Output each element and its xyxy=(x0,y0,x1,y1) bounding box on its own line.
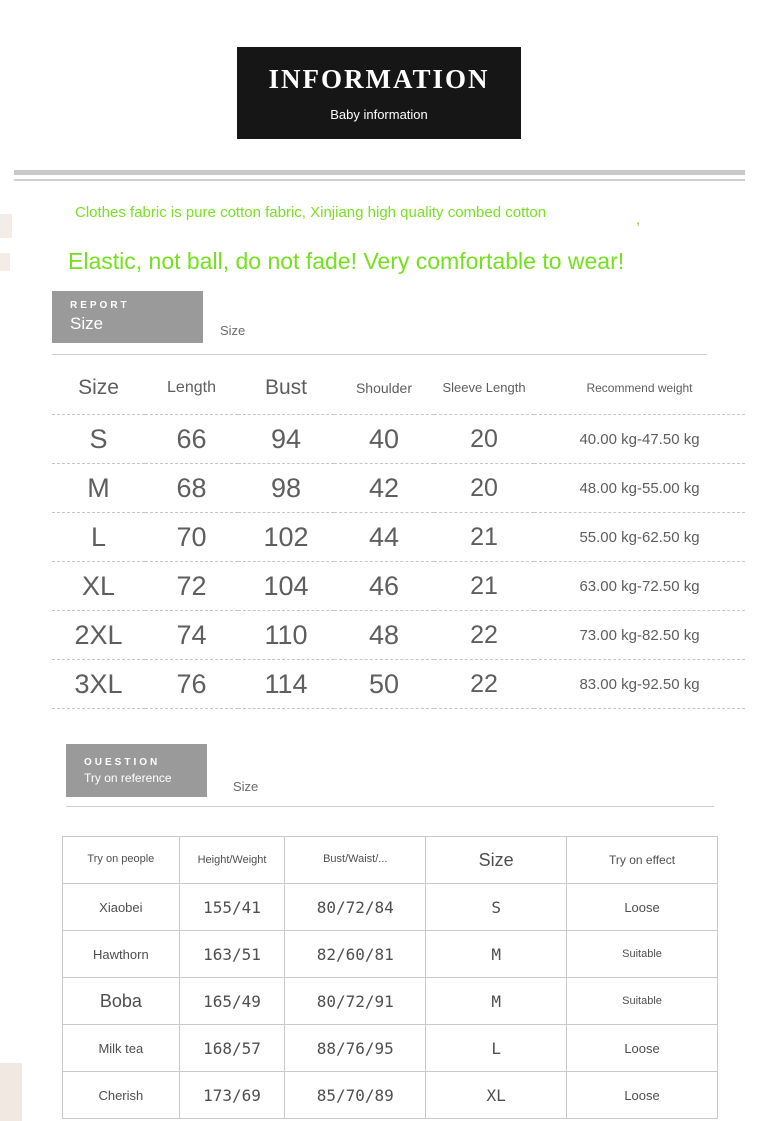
cell-weight: 48.00 kg-55.00 kg xyxy=(534,464,745,513)
cell-weight: 63.00 kg-72.50 kg xyxy=(534,562,745,611)
cell-length: 74 xyxy=(145,611,238,660)
question-section-tag xyxy=(66,744,207,797)
header-length: Length xyxy=(167,379,216,396)
table-row xyxy=(52,611,745,660)
question-section-title: Try on reference xyxy=(84,770,172,785)
header-try-on-effect: Try on effect xyxy=(567,837,718,884)
cell-person: Hawthorn xyxy=(63,931,180,978)
cell-shoulder: 40 xyxy=(334,415,434,464)
edge-artifact-bottom xyxy=(0,1063,22,1121)
cell-size: L xyxy=(426,1025,567,1072)
cell-person: Cherish xyxy=(63,1072,180,1119)
cell-bust: 114 xyxy=(238,660,334,709)
cell-size: 2XL xyxy=(52,611,145,660)
cell-shoulder: 42 xyxy=(334,464,434,513)
size-section-title: Size xyxy=(70,314,104,333)
cell-person: Xiaobei xyxy=(63,884,180,931)
promo-line-1: Clothes fabric is pure cotton fabric, Xinjiang high quality combed cotton xyxy=(75,204,547,221)
table-row xyxy=(63,931,718,978)
cell-sleeve: 20 xyxy=(434,464,534,513)
cell-weight: 73.00 kg-82.50 kg xyxy=(534,611,745,660)
cell-height-weight: 168/57 xyxy=(179,1025,285,1072)
table-header-row xyxy=(63,837,718,884)
cell-measurements: 80/72/91 xyxy=(285,978,426,1025)
cell-sleeve: 22 xyxy=(434,660,534,709)
cell-height-weight: 155/41 xyxy=(179,884,285,931)
header-try-on-people: Try on people xyxy=(63,837,180,884)
cell-sleeve: 21 xyxy=(434,562,534,611)
cell-sleeve: 21 xyxy=(434,513,534,562)
cell-measurements: 88/76/95 xyxy=(285,1025,426,1072)
cell-height-weight: 173/69 xyxy=(179,1072,285,1119)
header-shoulder: Shoulder xyxy=(355,380,413,396)
table-row xyxy=(52,562,745,611)
cell-bust: 94 xyxy=(238,415,334,464)
cell-effect: Suitable xyxy=(567,931,718,978)
promo-comma: , xyxy=(636,211,641,228)
cell-shoulder: 48 xyxy=(334,611,434,660)
cell-size: 3XL xyxy=(52,660,145,709)
divider-thick xyxy=(14,170,745,175)
edge-artifact-middle xyxy=(0,253,10,271)
cell-size: S xyxy=(426,884,567,931)
cell-sleeve: 20 xyxy=(434,415,534,464)
table-row xyxy=(52,415,745,464)
cell-effect: Loose xyxy=(567,1025,718,1072)
cell-shoulder: 46 xyxy=(334,562,434,611)
cell-bust: 110 xyxy=(238,611,334,660)
divider-thin xyxy=(14,179,745,181)
table-row xyxy=(63,1072,718,1119)
cell-size: M xyxy=(426,931,567,978)
cell-size: L xyxy=(52,513,145,562)
table-row xyxy=(52,513,745,562)
cell-person: Boba xyxy=(63,978,180,1025)
header-bust: Bust xyxy=(264,376,308,399)
banner-title: INFORMATION xyxy=(268,64,490,94)
cell-sleeve: 22 xyxy=(434,611,534,660)
table-row xyxy=(63,978,718,1025)
size-section-side-label: Size xyxy=(220,323,246,338)
cell-length: 76 xyxy=(145,660,238,709)
size-section-tag xyxy=(52,291,203,343)
cell-weight: 83.00 kg-92.50 kg xyxy=(534,660,745,709)
size-chart xyxy=(52,368,745,709)
try-on-reference-table xyxy=(62,836,718,1119)
cell-length: 72 xyxy=(145,562,238,611)
cell-measurements: 85/70/89 xyxy=(285,1072,426,1119)
header-sleeve-length: Sleeve Length xyxy=(442,379,526,395)
cell-length: 66 xyxy=(145,415,238,464)
cell-size: XL xyxy=(52,562,145,611)
cell-size: S xyxy=(52,415,145,464)
table-header-row xyxy=(52,368,745,415)
cell-measurements: 80/72/84 xyxy=(285,884,426,931)
cell-size: XL xyxy=(426,1072,567,1119)
information-banner xyxy=(237,47,521,139)
question-section-kicker: OUESTION xyxy=(84,756,161,768)
cell-size: M xyxy=(426,978,567,1025)
cell-shoulder: 44 xyxy=(334,513,434,562)
cell-length: 70 xyxy=(145,513,238,562)
cell-bust: 104 xyxy=(238,562,334,611)
cell-length: 68 xyxy=(145,464,238,513)
edge-artifact-top xyxy=(0,214,12,238)
table-row xyxy=(63,884,718,931)
cell-shoulder: 50 xyxy=(334,660,434,709)
table-row xyxy=(63,1025,718,1072)
cell-weight: 40.00 kg-47.50 kg xyxy=(534,415,745,464)
header-size: Size xyxy=(78,376,119,399)
cell-measurements: 82/60/81 xyxy=(285,931,426,978)
cell-height-weight: 165/49 xyxy=(179,978,285,1025)
question-section-underline xyxy=(66,806,714,807)
header-size: Size xyxy=(426,837,567,884)
header-bust-waist: Bust/Waist/... xyxy=(285,837,426,884)
header-recommend-weight: Recommend weight xyxy=(586,381,693,395)
cell-effect: Suitable xyxy=(567,978,718,1025)
size-section-kicker: REPORT xyxy=(70,300,130,311)
header-height-weight: Height/Weight xyxy=(179,837,285,884)
cell-weight: 55.00 kg-62.50 kg xyxy=(534,513,745,562)
banner-subtitle: Baby information xyxy=(330,107,428,122)
cell-size: M xyxy=(52,464,145,513)
cell-effect: Loose xyxy=(567,1072,718,1119)
cell-bust: 98 xyxy=(238,464,334,513)
cell-effect: Loose xyxy=(567,884,718,931)
cell-bust: 102 xyxy=(238,513,334,562)
table-row xyxy=(52,464,745,513)
promo-line-2: Elastic, not ball, do not fade! Very comfortable to wear! xyxy=(68,248,625,274)
cell-person: Milk tea xyxy=(63,1025,180,1072)
cell-height-weight: 163/51 xyxy=(179,931,285,978)
question-section-side-label: Size xyxy=(233,779,259,794)
size-section-underline xyxy=(52,354,707,355)
table-row xyxy=(52,660,745,709)
